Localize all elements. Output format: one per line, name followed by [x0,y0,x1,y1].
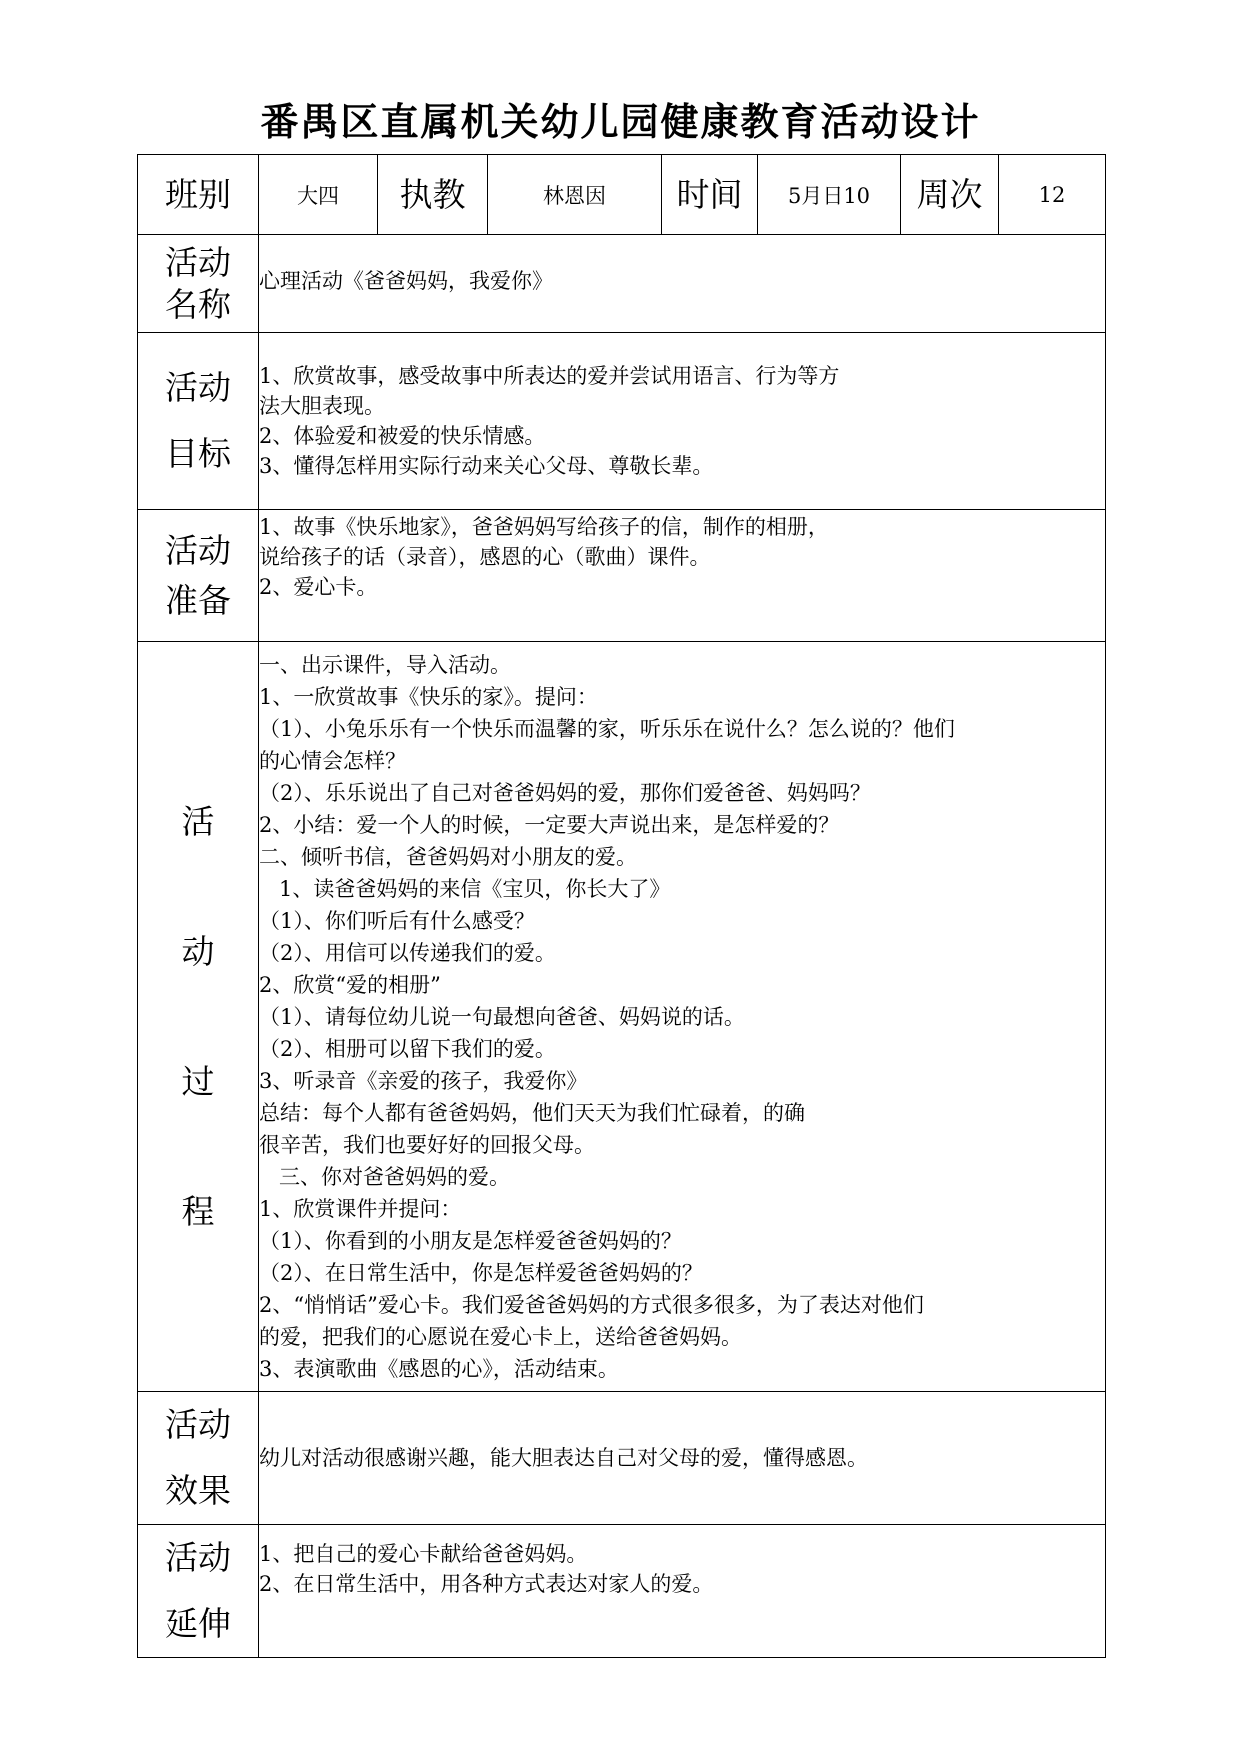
process-line: 3、听录音《亲爱的孩子，我爱你》 [259,1068,588,1093]
activity-extension-label-line1: 活动 [165,1538,231,1577]
process-line: （2）、用信可以传递我们的爱。 [259,940,556,965]
goal-line: 法大胆表现。 [259,394,385,418]
time-label: 时间 [662,155,758,235]
teacher-value: 林恩因 [488,155,662,235]
activity-effect-value [259,1392,1106,1525]
process-line: 一、出示课件，导入活动。 [259,652,511,677]
process-line: （2）、乐乐说出了自己对爸爸妈妈的爱，那你们爱爸爸、妈妈吗？ [259,780,871,805]
activity-process-content [259,642,1106,1392]
teacher-label: 执教 [378,155,488,235]
activity-name-label-line2: 名称 [165,284,231,324]
activity-goals-row [138,333,1106,510]
activity-goals-label [138,333,259,510]
activity-prep-label [138,510,259,642]
activity-effect-row [138,1392,1106,1525]
activity-prep-row [138,510,1106,642]
page-title: 番禺区直属机关幼儿园健康教育活动设计 [260,100,981,144]
process-line: 1、欣赏课件并提问： [259,1196,462,1221]
process-line: 1、一欣赏故事《快乐的家》。提问： [259,684,598,709]
process-label-char-2: 动 [181,931,215,971]
class-value: 大四 [259,155,378,235]
activity-effect-label-line2: 效果 [165,1471,231,1510]
goal-line: 1、欣赏故事，感受故事中所表达的爱并尝试用语言、行为等方 [259,364,840,388]
class-label: 班别 [138,155,259,235]
activity-process-row [138,642,1106,1392]
process-line: 二、倾听书信，爸爸妈妈对小朋友的爱。 [259,844,637,869]
activity-extension-label-line2: 延伸 [165,1604,231,1643]
process-line: （1）、小兔乐乐有一个快乐而温馨的家，听乐乐在说什么？怎么说的？他们 [259,716,955,741]
activity-name-label-line1: 活动 [165,242,231,282]
process-line: 2、小结：爱一个人的时候，一定要大声说出来，是怎样爱的？ [259,812,840,837]
activity-effect-label [138,1392,259,1525]
activity-name-label [138,235,259,333]
process-line: 2、欣赏“爱的相册” [259,972,441,997]
activity-effect-label-line1: 活动 [165,1405,231,1444]
prep-line: 1、故事《快乐地家》，爸爸妈妈写给孩子的信，制作的相册， [259,515,829,539]
process-line: （1）、你们听后有什么感受？ [259,908,535,933]
process-line: 的爱，把我们的心愿说在爱心卡上，送给爸爸妈妈。 [259,1324,742,1349]
prep-line: 2、爱心卡。 [259,575,378,599]
goal-line: 2、体验爱和被爱的快乐情感。 [259,424,546,448]
activity-goals-label-line1: 活动 [165,368,231,407]
activity-goals-label-line2: 目标 [165,434,231,473]
week-label: 周次 [901,155,999,235]
process-line: 3、表演歌曲《感恩的心》，活动结束。 [259,1356,619,1381]
week-value: 12 [999,155,1106,235]
activity-name-value [259,235,1106,333]
time-value: 5月日10 [758,155,901,235]
process-line: （2）、在日常生活中，你是怎样爱爸爸妈妈的？ [259,1260,703,1285]
goal-line: 3、懂得怎样用实际行动来关心父母、尊敬长辈。 [259,454,714,478]
process-label-char-4: 程 [181,1191,215,1231]
process-line: 2、“悄悄话”爱心卡。我们爱爸爸妈妈的方式很多很多，为了表达对他们 [259,1292,924,1317]
activity-prep-content [259,510,1106,642]
activity-process-label [138,642,259,1392]
activity-extension-row [138,1525,1106,1658]
activity-effect-text: 幼儿对活动很感谢兴趣，能大胆表达自己对父母的爱，懂得感恩。 [259,1446,868,1470]
process-line: 三、你对爸爸妈妈的爱。 [259,1164,511,1189]
activity-extension-content [259,1525,1106,1658]
process-line: （2）、相册可以留下我们的爱。 [259,1036,556,1061]
process-label-char-1: 活 [181,801,215,841]
process-line: 总结：每个人都有爸爸妈妈，他们天天为我们忙碌着，的确 [259,1100,805,1125]
activity-prep-label-line1: 活动 [165,530,231,570]
extension-line: 1、把自己的爱心卡献给爸爸妈妈。 [259,1542,588,1566]
process-line: 很辛苦，我们也要好好的回报父母。 [259,1132,595,1157]
process-line: （1）、请每位幼儿说一句最想向爸爸、妈妈说的话。 [259,1004,745,1029]
activity-plan-table [137,154,1106,1658]
process-line: 1、读爸爸妈妈的来信《宝贝，你长大了》 [259,876,671,901]
activity-prep-label-line2: 准备 [165,580,231,620]
prep-line: 说给孩子的话（录音），感恩的心（歌曲）课件。 [259,545,711,569]
header-row [138,155,1106,235]
activity-name-text: 心理活动《爸爸妈妈，我爱你》 [259,268,553,293]
activity-goals-content [259,333,1106,510]
process-line: （1）、你看到的小朋友是怎样爱爸爸妈妈的？ [259,1228,682,1253]
process-line: 的心情会怎样？ [259,748,406,773]
activity-extension-label [138,1525,259,1658]
extension-line: 2、在日常生活中，用各种方式表达对家人的爱。 [259,1572,714,1596]
activity-name-row [138,235,1106,333]
process-label-char-3: 过 [181,1061,215,1101]
